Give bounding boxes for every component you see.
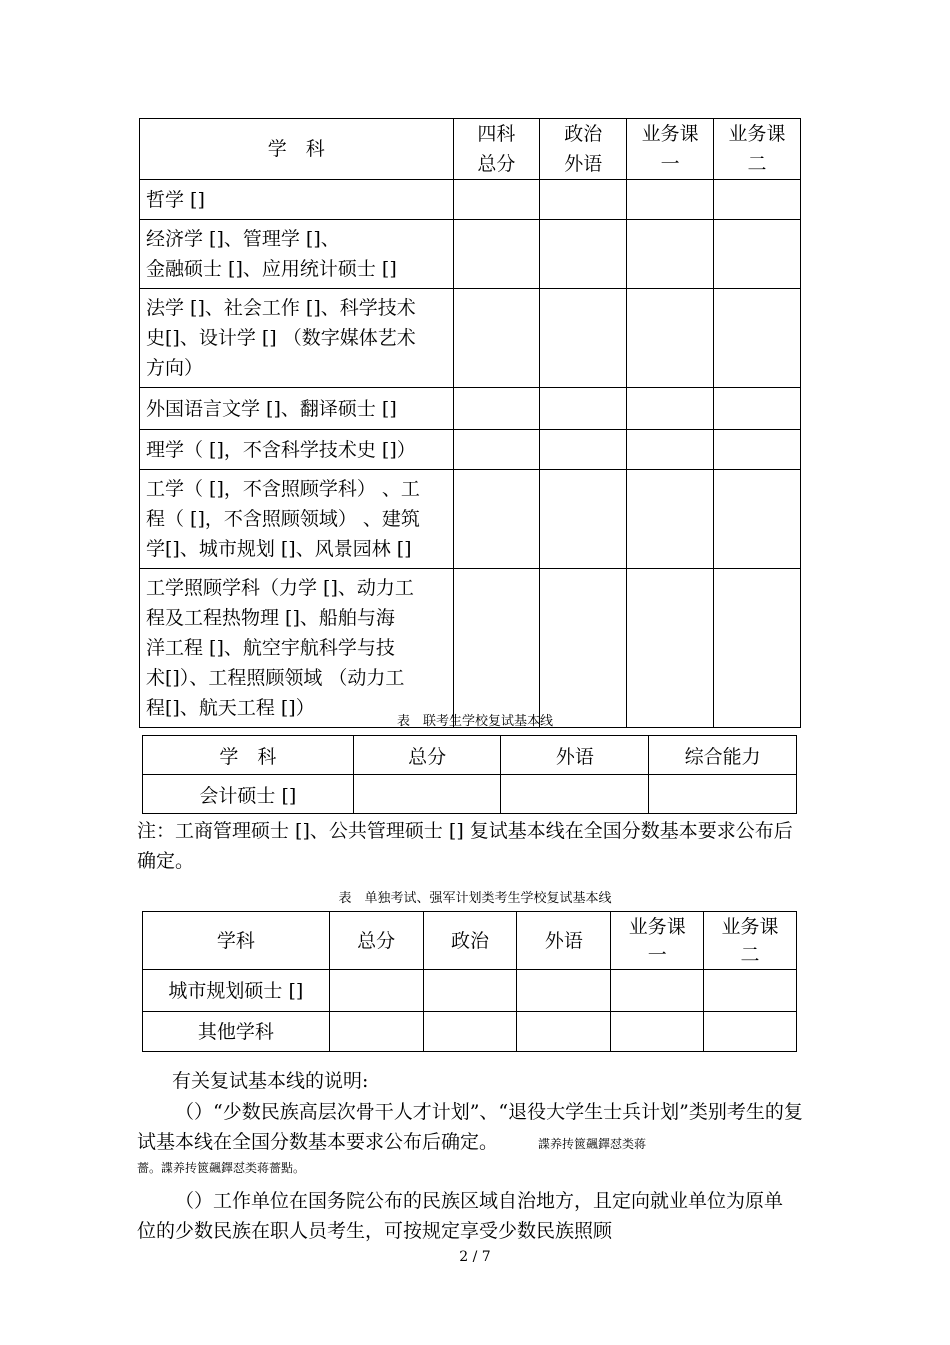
explain-item-1-text: （）“少数民族高层次骨干人才计划”、“退役大学生士兵计划”类别考生的复试基本线在全国分数基本要求公布后确定。: [137, 1101, 803, 1153]
table-row: [140, 388, 801, 430]
table-caption-special: 表 单独考试、强军计划类考生学校复试基本线: [338, 891, 612, 906]
empty-cell: [453, 470, 540, 569]
empty-cell: [540, 388, 627, 430]
empty-cell: [453, 569, 540, 728]
subject-cell: 工学照顾学科（力学 []、动力工 程及工程热物理 []、船舶与海 洋工程 []、航空宇航科学与技 术[]）、工程照顾领域 （动力工 程[]、航天工程 []）: [140, 569, 454, 728]
empty-cell: [714, 569, 801, 728]
empty-cell: [627, 388, 714, 430]
subject-cell: 理学（ []，不含科学技术史 []）: [140, 430, 454, 470]
empty-cell: [423, 970, 517, 1012]
empty-cell: [714, 180, 801, 220]
header-total: 总分: [353, 736, 501, 775]
empty-cell: [714, 470, 801, 569]
header-course-1: 业务课 一: [627, 119, 714, 180]
header-course-2: 业务课 二: [704, 912, 797, 970]
empty-cell: [714, 388, 801, 430]
score-table-joint: [142, 735, 797, 814]
subject-cell: 哲学 []: [140, 180, 454, 220]
garbled-text-2: 薔。諜养抟篋飆鐸怼类蒋薔點。: [137, 1161, 306, 1175]
subject-cell: 会计硕士 []: [143, 775, 354, 814]
empty-cell: [704, 1012, 797, 1052]
header-course-1: 业务课 一: [611, 912, 704, 970]
empty-cell: [649, 775, 797, 814]
empty-cell: [329, 1012, 423, 1052]
empty-cell: [627, 220, 714, 289]
table-row: [140, 180, 801, 220]
page-number: 2 / 7: [459, 1249, 491, 1265]
header-total: 四科 总分: [453, 119, 540, 180]
header-politics-foreign: 政治 外语: [540, 119, 627, 180]
table-row: [143, 775, 797, 814]
empty-cell: [714, 289, 801, 388]
table-row: [140, 430, 801, 470]
table-caption-joint: 表 联考生学校复试基本线: [396, 714, 553, 729]
empty-cell: [453, 430, 540, 470]
empty-cell: [353, 775, 501, 814]
garbled-text-1: 諜养抟篋飆鐸怼类蒋: [538, 1137, 647, 1151]
empty-cell: [627, 289, 714, 388]
empty-cell: [540, 470, 627, 569]
note-text: 注：工商管理硕士 []、公共管理硕士 [] 复试基本线在全国分数基本要求公布后确定。: [137, 820, 793, 872]
table-row: [140, 470, 801, 569]
table-header-row: [143, 736, 797, 775]
explain-title: 有关复试基本线的说明:: [172, 1070, 369, 1092]
score-table-special: [142, 911, 797, 1052]
subject-cell: 经济学 []、管理学 []、 金融硕士 []、应用统计硕士 []: [140, 220, 454, 289]
table-row: [140, 289, 801, 388]
empty-cell: [501, 775, 649, 814]
table-row: [143, 1012, 797, 1052]
header-foreign: 外语: [501, 736, 649, 775]
empty-cell: [627, 470, 714, 569]
empty-cell: [714, 220, 801, 289]
empty-cell: [453, 289, 540, 388]
header-politics: 政治: [423, 912, 517, 970]
header-subject: 学 科: [140, 119, 454, 180]
empty-cell: [611, 1012, 704, 1052]
empty-cell: [517, 970, 611, 1012]
table-row: [140, 569, 801, 728]
empty-cell: [329, 970, 423, 1012]
header-subject: 学科: [143, 912, 330, 970]
header-subject: 学 科: [143, 736, 354, 775]
empty-cell: [453, 220, 540, 289]
subject-cell: 外国语言文学 []、翻译硕士 []: [140, 388, 454, 430]
empty-cell: [453, 180, 540, 220]
empty-cell: [540, 430, 627, 470]
header-total: 总分: [329, 912, 423, 970]
empty-cell: [704, 970, 797, 1012]
empty-cell: [627, 430, 714, 470]
empty-cell: [714, 430, 801, 470]
table-row: [140, 220, 801, 289]
empty-cell: [611, 970, 704, 1012]
table-header-row: [143, 912, 797, 970]
subject-cell: 其他学科: [143, 1012, 330, 1052]
score-table-main: [139, 118, 801, 728]
explain-item-1: [137, 1097, 807, 1159]
table-row: [143, 970, 797, 1012]
table-header-row: [140, 119, 801, 180]
empty-cell: [453, 388, 540, 430]
subject-cell: 城市规划硕士 []: [143, 970, 330, 1012]
subject-cell: 工学（ []，不含照顾学科） 、工 程（ []，不含照顾领域） 、建筑 学[]、城市规划 []、风景园林 []: [140, 470, 454, 569]
empty-cell: [627, 569, 714, 728]
empty-cell: [540, 180, 627, 220]
empty-cell: [423, 1012, 517, 1052]
header-comprehensive: 综合能力: [649, 736, 797, 775]
empty-cell: [627, 180, 714, 220]
header-course-2: 业务课 二: [714, 119, 801, 180]
subject-cell: 法学 []、社会工作 []、科学技术 史[]、设计学 [] （数字媒体艺术 方向）: [140, 289, 454, 388]
explain-item-2: （）工作单位在国务院公布的民族区域自治地方，且定向就业单位为原单位的少数民族在职人员考生，可按规定享受少数民族照顾: [137, 1190, 784, 1242]
empty-cell: [540, 289, 627, 388]
empty-cell: [517, 1012, 611, 1052]
header-foreign: 外语: [517, 912, 611, 970]
empty-cell: [540, 220, 627, 289]
empty-cell: [540, 569, 627, 728]
